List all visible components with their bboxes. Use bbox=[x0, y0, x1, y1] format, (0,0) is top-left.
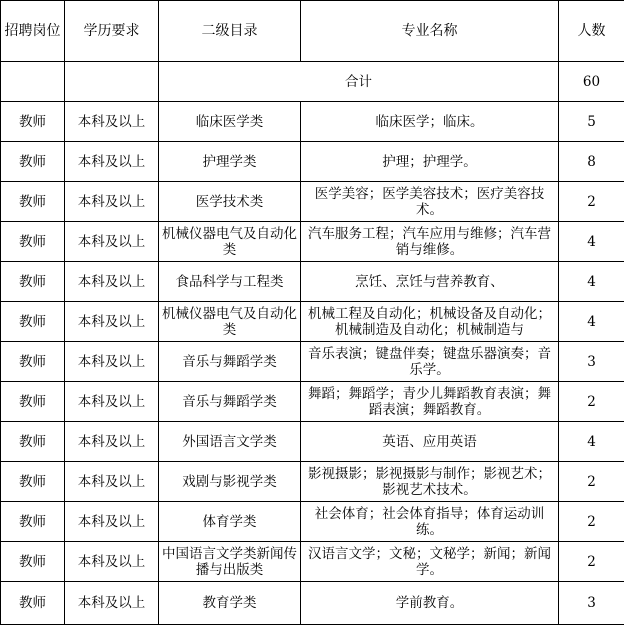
table-row bbox=[1, 542, 624, 582]
cell-category: 临床医学类 bbox=[159, 102, 301, 142]
cell-major: 社会体育；社会体育指导；体育运动训练。 bbox=[301, 502, 559, 542]
cell-post: 教师 bbox=[1, 342, 65, 382]
cell-education: 本科及以上 bbox=[65, 142, 159, 182]
cell-category: 机械仪器电气及自动化类 bbox=[159, 302, 301, 342]
cell-post: 教师 bbox=[1, 182, 65, 222]
table-row bbox=[1, 302, 624, 342]
cell-count: 2 bbox=[559, 382, 624, 422]
cell-post: 教师 bbox=[1, 102, 65, 142]
cell-major: 英语、应用英语 bbox=[301, 422, 559, 462]
cell-education: 本科及以上 bbox=[65, 342, 159, 382]
cell-education: 本科及以上 bbox=[65, 462, 159, 502]
table-row bbox=[1, 182, 624, 222]
cell-count: 2 bbox=[559, 542, 624, 582]
cell-count: 2 bbox=[559, 462, 624, 502]
total-row bbox=[1, 62, 624, 102]
cell-category: 护理学类 bbox=[159, 142, 301, 182]
cell-post: 教师 bbox=[1, 222, 65, 262]
cell-education: 本科及以上 bbox=[65, 582, 159, 625]
cell-post: 教师 bbox=[1, 462, 65, 502]
cell-major: 影视摄影；影视摄影与制作；影视艺术；影视艺术技术。 bbox=[301, 462, 559, 502]
cell-category: 机械仪器电气及自动化类 bbox=[159, 222, 301, 262]
cell-category: 音乐与舞蹈学类 bbox=[159, 342, 301, 382]
table-row bbox=[1, 262, 624, 302]
header-row bbox=[1, 1, 624, 62]
cell-post: 教师 bbox=[1, 382, 65, 422]
table-row bbox=[1, 342, 624, 382]
cell-major: 汉语言文学；文秘；文秘学；新闻；新闻学。 bbox=[301, 542, 559, 582]
cell-major: 音乐表演；键盘伴奏；键盘乐器演奏；音乐学。 bbox=[301, 342, 559, 382]
table-row bbox=[1, 462, 624, 502]
cell-count: 4 bbox=[559, 302, 624, 342]
cell-major: 医学美容；医学美容技术；医疗美容技术。 bbox=[301, 182, 559, 222]
table-row bbox=[1, 142, 624, 182]
cell-category: 中国语言文学类新闻传播与出版类 bbox=[159, 542, 301, 582]
cell-education: 本科及以上 bbox=[65, 102, 159, 142]
cell-post: 教师 bbox=[1, 422, 65, 462]
header-education: 学历要求 bbox=[65, 1, 159, 62]
cell-count: 3 bbox=[559, 582, 624, 625]
table-row bbox=[1, 582, 624, 625]
cell-education: 本科及以上 bbox=[65, 302, 159, 342]
cell-major: 汽车服务工程；汽车应用与维修；汽车营销与维修。 bbox=[301, 222, 559, 262]
cell-category: 戏剧与影视学类 bbox=[159, 462, 301, 502]
table-row bbox=[1, 102, 624, 142]
cell-count: 4 bbox=[559, 222, 624, 262]
cell-category: 食品科学与工程类 bbox=[159, 262, 301, 302]
cell-education: 本科及以上 bbox=[65, 182, 159, 222]
header-category: 二级目录 bbox=[159, 1, 301, 62]
cell-major: 舞蹈；舞蹈学；青少儿舞蹈教育表演；舞蹈表演；舞蹈教育。 bbox=[301, 382, 559, 422]
table-row bbox=[1, 422, 624, 462]
cell-category: 医学技术类 bbox=[159, 182, 301, 222]
cell-major: 学前教育。 bbox=[301, 582, 559, 625]
total-label: 合计 bbox=[159, 62, 559, 102]
cell-count: 4 bbox=[559, 422, 624, 462]
cell-category: 教育学类 bbox=[159, 582, 301, 625]
cell-count: 2 bbox=[559, 182, 624, 222]
table-row bbox=[1, 502, 624, 542]
cell-post: 教师 bbox=[1, 582, 65, 625]
cell-category: 外国语言文学类 bbox=[159, 422, 301, 462]
header-post: 招聘岗位 bbox=[1, 1, 65, 62]
cell-education: 本科及以上 bbox=[65, 502, 159, 542]
cell-count: 8 bbox=[559, 142, 624, 182]
cell-education: 本科及以上 bbox=[65, 382, 159, 422]
header-count: 人数 bbox=[559, 1, 624, 62]
cell-major: 机械工程及自动化；机械设备及自动化；机械制造及自动化；机械制造与 bbox=[301, 302, 559, 342]
total-count: 60 bbox=[559, 62, 624, 102]
cell-post: 教师 bbox=[1, 502, 65, 542]
table-row bbox=[1, 222, 624, 262]
cell-count: 5 bbox=[559, 102, 624, 142]
cell-education: 本科及以上 bbox=[65, 222, 159, 262]
cell-major: 烹饪、烹饪与营养教育、 bbox=[301, 262, 559, 302]
header-major: 专业名称 bbox=[301, 1, 559, 62]
cell-education: 本科及以上 bbox=[65, 542, 159, 582]
cell-major: 护理；护理学。 bbox=[301, 142, 559, 182]
cell-count: 2 bbox=[559, 502, 624, 542]
cell-count: 3 bbox=[559, 342, 624, 382]
table-row bbox=[1, 382, 624, 422]
total-empty-cell bbox=[65, 62, 159, 102]
cell-post: 教师 bbox=[1, 542, 65, 582]
cell-major: 临床医学；临床。 bbox=[301, 102, 559, 142]
cell-category: 体育学类 bbox=[159, 502, 301, 542]
cell-education: 本科及以上 bbox=[65, 422, 159, 462]
cell-category: 音乐与舞蹈学类 bbox=[159, 382, 301, 422]
cell-post: 教师 bbox=[1, 302, 65, 342]
cell-count: 4 bbox=[559, 262, 624, 302]
cell-post: 教师 bbox=[1, 142, 65, 182]
total-empty-cell bbox=[1, 62, 65, 102]
cell-post: 教师 bbox=[1, 262, 65, 302]
cell-education: 本科及以上 bbox=[65, 262, 159, 302]
